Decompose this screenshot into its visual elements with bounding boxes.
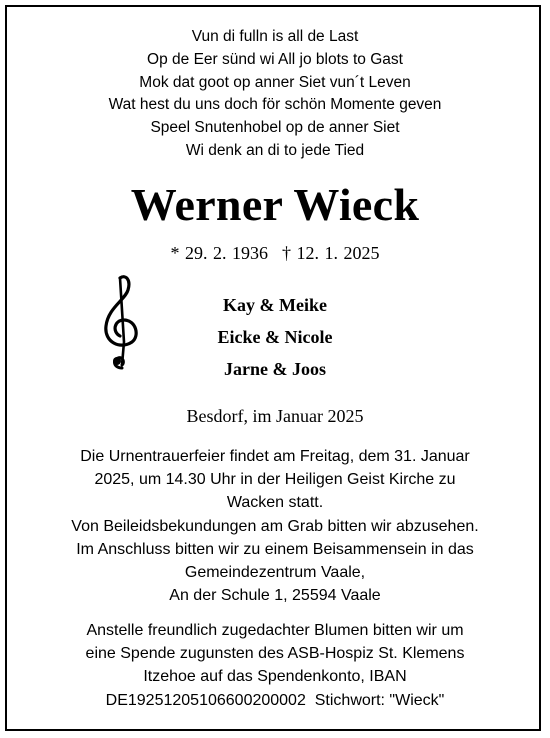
family-member: Kay & Meike (223, 295, 327, 315)
deceased-name: Werner Wieck (130, 179, 420, 230)
place-date: Besdorf, im Januar 2025 (186, 406, 364, 426)
service-line: Im Anschluss bitten wir zu einem Beisammensein in das (76, 540, 474, 558)
donation-line: eine Spende zugunsten des ASB-Hospiz St. Klemens (85, 645, 465, 663)
poem-line: Speel Snutenhobel op de anner Siet (150, 119, 400, 137)
service-line: Die Urnentrauerfeier findet am Freitag, dem 31. Januar (80, 448, 470, 465)
donation-line: Anstelle freundlich zugedachter Blumen bitten wir um (86, 622, 464, 639)
poem-line: Vun di fulln is all de Last (191, 28, 359, 45)
family-list (0, 289, 550, 385)
family-member: Jarne & Joos (224, 359, 326, 379)
service-line: Gemeindezentrum Vaale, (184, 564, 366, 582)
birth-date: * 29. 2. 1936 (170, 243, 268, 263)
service-line: 2025, um 14.30 Uhr in der Heiligen Geist Kirche zu (94, 471, 456, 489)
service-line: Von Beileidsbekundungen am Grab bitten wir abzusehen. (71, 517, 479, 535)
poem-line: Wi denk an di to jede Tied (185, 141, 365, 159)
poem-line: Wat hest du uns doch för schön Momente geven (108, 96, 442, 114)
donation-line: Itzehoe auf das Spendenkonto, IBAN (143, 668, 407, 686)
donation-line: DE19251205106600200002 Stichwort: "Wieck" (105, 691, 445, 709)
poem-line: Mok dat goot op anner Siet vun´t Leven (139, 73, 411, 91)
service-line: An der Schule 1, 25594 Vaale (169, 587, 381, 605)
life-dates (0, 243, 550, 264)
poem-line: Op de Eer sünd wi All jo blots to Gast (147, 50, 403, 68)
family-member: Eicke & Nicole (217, 327, 333, 347)
donation-info (0, 619, 550, 712)
service-line: Wacken statt. (226, 494, 324, 512)
death-date: † 12. 1. 2025 (282, 243, 380, 263)
service-info (0, 445, 550, 607)
poem (0, 26, 550, 163)
